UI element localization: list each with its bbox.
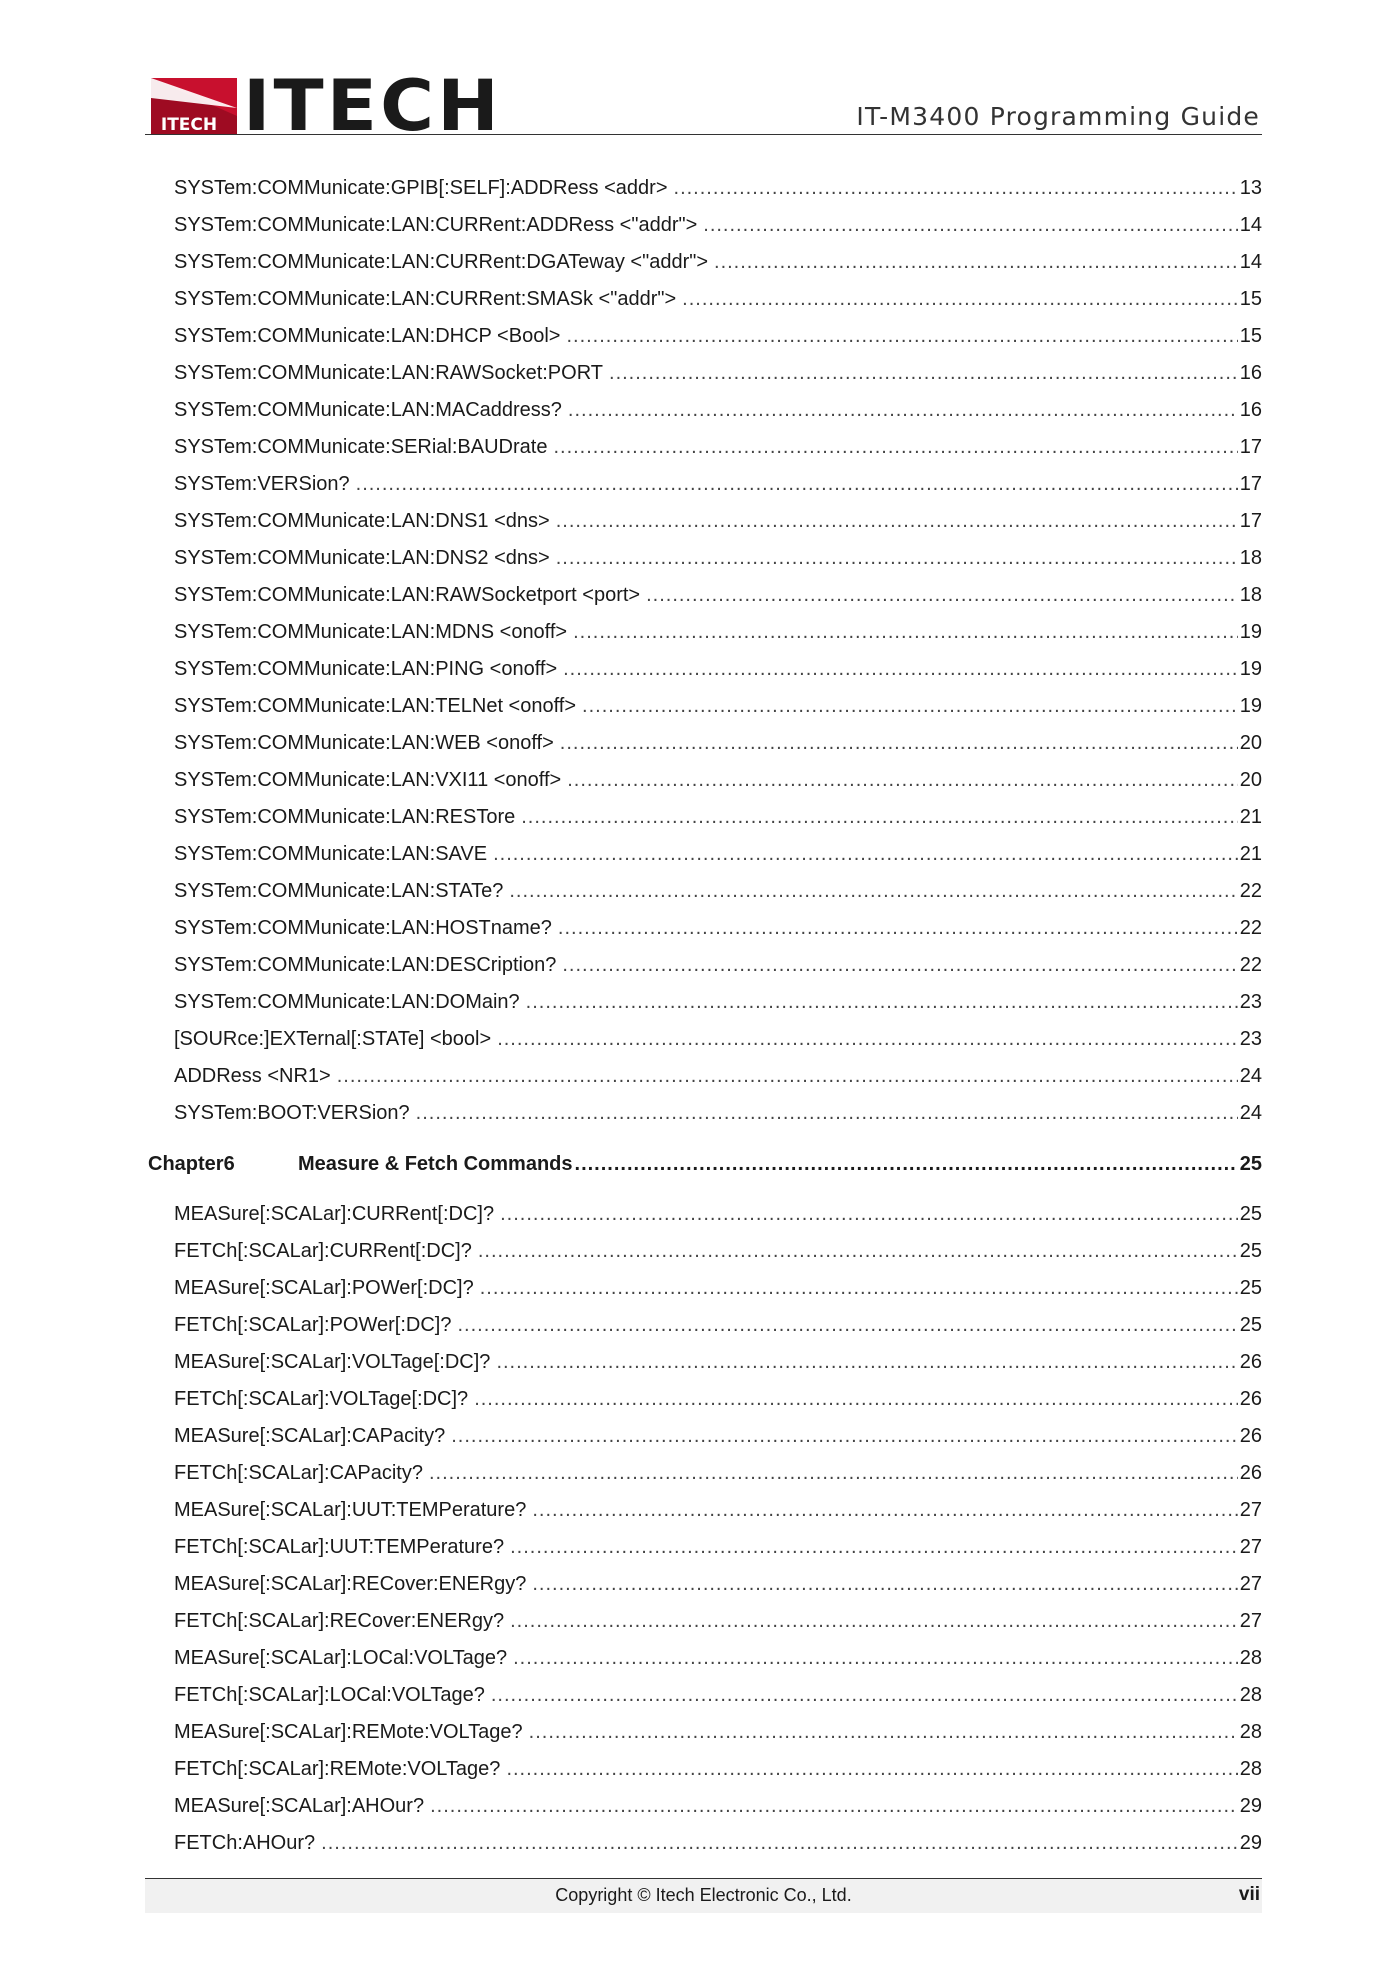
dot-leader [513,1640,1238,1677]
toc-entry-page-number: 19 [1239,695,1262,717]
toc-entry-page-number: 16 [1239,399,1262,421]
toc-entry[interactable] [148,1307,1262,1344]
toc-entry-page-number: 27 [1239,1536,1262,1558]
toc-entry-page-number: 21 [1239,843,1262,865]
toc-entry[interactable] [148,799,1262,836]
toc-entry-label: SYSTem:COMMunicate:LAN:CURRent:SMASk <"addr"> [174,288,677,310]
toc-entry-label: FETCh[:SCALar]:VOLTage[:DC]? [174,1388,469,1410]
toc-entry-page-number: 27 [1239,1499,1262,1521]
toc-entry-label: [SOURce:]EXTernal[:STATe] <bool> [174,1028,492,1050]
toc-entry-page-number: 19 [1239,658,1262,680]
toc-entry-label: SYSTem:COMMunicate:LAN:CURRent:DGATeway <"addr"> [174,251,709,273]
toc-entry-page-number: 14 [1239,214,1262,236]
toc-entry[interactable] [148,1381,1262,1418]
toc-entry-page-number: 26 [1239,1388,1262,1410]
toc-entry-page-number: 25 [1239,1314,1262,1336]
dot-leader [509,873,1237,910]
toc-entry-page-number: 29 [1239,1832,1262,1854]
toc-entry-label: FETCh[:SCALar]:REMote:VOLTage? [174,1758,501,1780]
toc-entry[interactable] [148,1566,1262,1603]
toc-entry-page-number: 14 [1239,251,1262,273]
dot-leader [337,1058,1238,1095]
toc-entry-page-number: 22 [1239,880,1262,902]
dot-leader [560,725,1238,762]
toc-entry-page-number: 26 [1239,1462,1262,1484]
toc-entry[interactable] [148,725,1262,762]
dot-leader [556,540,1238,577]
toc-entry-label: FETCh[:SCALar]:CAPacity? [174,1462,423,1484]
toc-entry-label: MEASure[:SCALar]:CAPacity? [174,1425,446,1447]
toc-entry[interactable] [148,281,1262,318]
toc-entry-label: ADDRess <NR1> [174,1065,331,1087]
toc-entry[interactable] [148,910,1262,947]
toc-entry[interactable] [148,651,1262,688]
toc-entry[interactable] [148,1677,1262,1714]
itech-logo [151,65,502,147]
toc-entry-label: SYSTem:COMMunicate:LAN:VXI11 <onoff> [174,769,562,791]
toc-entry-label: SYSTem:COMMunicate:LAN:DOMain? [174,991,520,1013]
chapter-number: Chapter6 [148,1153,235,1175]
toc-entry-label: SYSTem:COMMunicate:LAN:DNS2 <dns> [174,547,550,569]
dot-leader [457,1307,1237,1344]
toc-entry-label: MEASure[:SCALar]:LOCal:VOLTage? [174,1647,508,1669]
toc-entry[interactable] [148,1640,1262,1677]
toc-entry-page-number: 22 [1239,954,1262,976]
toc-entry-label: MEASure[:SCALar]:AHOur? [174,1795,425,1817]
dot-leader [582,688,1238,725]
dot-leader [529,1714,1238,1751]
toc-entry-label: SYSTem:COMMunicate:LAN:DNS1 <dns> [174,510,550,532]
dot-leader [491,1677,1238,1714]
toc-entry-page-number: 27 [1239,1573,1262,1595]
toc-entry-label: SYSTem:COMMunicate:SERial:BAUDrate [174,436,548,458]
toc-entry-page-number: 29 [1239,1795,1262,1817]
toc-entry[interactable] [148,466,1262,503]
dot-leader [496,1344,1237,1381]
toc-entry-page-number: 19 [1239,621,1262,643]
toc-entry-page-number: 13 [1239,177,1262,199]
toc-entry-page-number: 17 [1239,473,1262,495]
dot-leader [321,1825,1238,1862]
toc-entry-page-number: 18 [1239,584,1262,606]
toc-entry[interactable] [148,873,1262,910]
toc-entry-label: FETCh[:SCALar]:RECover:ENERgy? [174,1610,505,1632]
toc-entry-page-number: 25 [1239,1203,1262,1225]
toc-entry-page-number: 27 [1239,1610,1262,1632]
dot-leader [416,1095,1238,1132]
dot-leader [566,318,1237,355]
toc-entry-page-number: 20 [1239,732,1262,754]
toc-entry[interactable] [148,1095,1262,1132]
page-header [145,65,1262,147]
toc-entry-label: SYSTem:COMMunicate:LAN:DHCP <Bool> [174,325,561,347]
toc-entry-page-number: 25 [1239,1277,1262,1299]
dot-leader [674,170,1238,207]
toc-entry[interactable] [148,762,1262,799]
toc-entry[interactable] [148,392,1262,429]
toc-entry-page-number: 21 [1239,806,1262,828]
toc-entry-page-number: 17 [1239,510,1262,532]
dot-leader [703,207,1237,244]
toc-entry[interactable] [148,429,1262,466]
dot-leader [429,1455,1238,1492]
dot-leader [493,836,1238,873]
dot-leader [480,1270,1238,1307]
toc-entry[interactable] [148,1492,1262,1529]
toc-entry-label: MEASure[:SCALar]:UUT:TEMPerature? [174,1499,527,1521]
toc-entry-page-number: 28 [1239,1684,1262,1706]
toc-entry[interactable] [148,947,1262,984]
toc-entry-page-number: 23 [1239,1028,1262,1050]
itech-logo-mark [151,78,237,134]
toc-entry-label: SYSTem:COMMunicate:LAN:SAVE [174,843,488,865]
toc-entry-page-number: 16 [1239,362,1262,384]
dot-leader [430,1788,1238,1825]
toc-entry-label: FETCh:AHOur? [174,1832,316,1854]
toc-entry-label: SYSTem:COMMunicate:LAN:MACaddress? [174,399,562,421]
toc-entry[interactable] [148,318,1262,355]
dot-leader [526,984,1238,1021]
toc-entry-label: SYSTem:BOOT:VERSion? [174,1102,410,1124]
dot-leader [556,503,1238,540]
toc-entry-label: MEASure[:SCALar]:RECover:ENERgy? [174,1573,527,1595]
dot-leader [532,1566,1237,1603]
table-of-contents [148,170,1262,1862]
toc-entry[interactable] [148,836,1262,873]
dot-leader [553,429,1237,466]
toc-entry[interactable] [148,1751,1262,1788]
toc-entry-page-number: 22 [1239,917,1262,939]
toc-entry-label: FETCh[:SCALar]:LOCal:VOLTage? [174,1684,485,1706]
footer-page-number: vii [1238,1884,1260,1905]
page-footer [145,1878,1262,1913]
toc-entry-page-number: 17 [1239,436,1262,458]
dot-leader [474,1381,1238,1418]
dot-leader [558,910,1238,947]
copyright-notice: Copyright © Itech Electronic Co., Ltd. [555,1885,852,1905]
dot-leader [682,281,1238,318]
document-title: IT-M3400 Programming Guide [856,102,1260,131]
toc-entry-page-number: 15 [1239,325,1262,347]
logo-wordmark: ITECH [243,65,502,147]
dot-leader [575,1146,1238,1183]
dot-leader [562,947,1237,984]
toc-group-measure-fetch [148,1196,1262,1862]
toc-entry[interactable] [148,1714,1262,1751]
dot-leader [500,1196,1238,1233]
toc-entry[interactable] [148,1021,1262,1058]
dot-leader [478,1233,1238,1270]
dot-leader [563,651,1238,688]
toc-entry-label: SYSTem:COMMunicate:LAN:MDNS <onoff> [174,621,568,643]
toc-entry-label: FETCh[:SCALar]:CURRent[:DC]? [174,1240,472,1262]
toc-entry[interactable] [148,1344,1262,1381]
toc-entry-page-number: 23 [1239,991,1262,1013]
toc-entry[interactable] [148,355,1262,392]
toc-entry[interactable] [148,1788,1262,1825]
toc-entry-page-number: 28 [1239,1721,1262,1743]
toc-entry-label: SYSTem:COMMunicate:LAN:RAWSocketport <port> [174,584,641,606]
toc-entry[interactable] [148,503,1262,540]
toc-entry-page-number: 28 [1239,1647,1262,1669]
toc-entry[interactable] [148,984,1262,1021]
toc-entry-label: SYSTem:COMMunicate:LAN:DESCription? [174,954,557,976]
dot-leader [510,1603,1238,1640]
toc-entry-label: SYSTem:COMMunicate:LAN:TELNet <onoff> [174,695,577,717]
toc-entry[interactable] [148,1233,1262,1270]
toc-entry-label: SYSTem:COMMunicate:LAN:HOSTname? [174,917,552,939]
toc-entry[interactable] [148,1825,1262,1862]
toc-entry-label: SYSTem:COMMunicate:LAN:CURRent:ADDRess <"addr"> [174,214,698,236]
toc-entry-page-number: 15 [1239,288,1262,310]
toc-entry-label: SYSTem:COMMunicate:GPIB[:SELF]:ADDRess <addr> [174,177,668,199]
toc-entry-page-number: 18 [1239,547,1262,569]
dot-leader [609,355,1238,392]
dot-leader [646,577,1238,614]
toc-entry-label: SYSTem:COMMunicate:LAN:PING <onoff> [174,658,558,680]
toc-entry-page-number: 28 [1239,1758,1262,1780]
toc-entry[interactable] [148,170,1262,207]
toc-entry-page-number: 26 [1239,1351,1262,1373]
toc-entry-label: SYSTem:COMMunicate:LAN:RAWSocket:PORT [174,362,604,384]
toc-entry-page-number: 25 [1239,1240,1262,1262]
toc-entry[interactable] [148,614,1262,651]
toc-entry-label: SYSTem:VERSion? [174,473,350,495]
toc-entry[interactable] [148,688,1262,725]
toc-entry[interactable] [148,1529,1262,1566]
toc-entry-label: FETCh[:SCALar]:POWer[:DC]? [174,1314,452,1336]
dot-leader [356,466,1238,503]
dot-leader [714,244,1238,281]
toc-group-system-commands [148,170,1262,1132]
toc-entry-label: SYSTem:COMMunicate:LAN:WEB <onoff> [174,732,554,754]
dot-leader [451,1418,1238,1455]
toc-entry-label: MEASure[:SCALar]:CURRent[:DC]? [174,1203,495,1225]
toc-entry[interactable] [148,1196,1262,1233]
toc-entry-label: MEASure[:SCALar]:REMote:VOLTage? [174,1721,523,1743]
toc-entry[interactable] [148,577,1262,614]
toc-entry[interactable] [148,1418,1262,1455]
toc-entry[interactable] [148,1270,1262,1307]
toc-entry-label: MEASure[:SCALar]:VOLTage[:DC]? [174,1351,491,1373]
dot-leader [573,614,1238,651]
toc-entry-label: MEASure[:SCALar]:POWer[:DC]? [174,1277,474,1299]
toc-entry-page-number: 20 [1239,769,1262,791]
toc-entry-label: SYSTem:COMMunicate:LAN:STATe? [174,880,504,902]
toc-entry[interactable] [148,1455,1262,1492]
toc-entry[interactable] [148,540,1262,577]
toc-entry[interactable] [148,1603,1262,1640]
toc-entry-page-number: 24 [1239,1065,1262,1087]
dot-leader [506,1751,1237,1788]
toc-chapter-6[interactable] [148,1146,1262,1183]
dot-leader [521,799,1238,836]
toc-entry-label: FETCh[:SCALar]:UUT:TEMPerature? [174,1536,505,1558]
dot-leader [510,1529,1238,1566]
toc-entry[interactable] [148,244,1262,281]
dot-leader [568,392,1238,429]
toc-entry-label: SYSTem:COMMunicate:LAN:RESTore [174,806,516,828]
toc-entry-page-number: 24 [1239,1102,1262,1124]
logo-mark-text: ITECH [160,115,218,134]
dot-leader [532,1492,1237,1529]
chapter-page-number: 25 [1239,1153,1262,1175]
toc-entry[interactable] [148,207,1262,244]
chapter-title: Measure & Fetch Commands [298,1153,573,1175]
dot-leader [567,762,1238,799]
toc-entry[interactable] [148,1058,1262,1095]
dot-leader [497,1021,1238,1058]
toc-entry-page-number: 26 [1239,1425,1262,1447]
